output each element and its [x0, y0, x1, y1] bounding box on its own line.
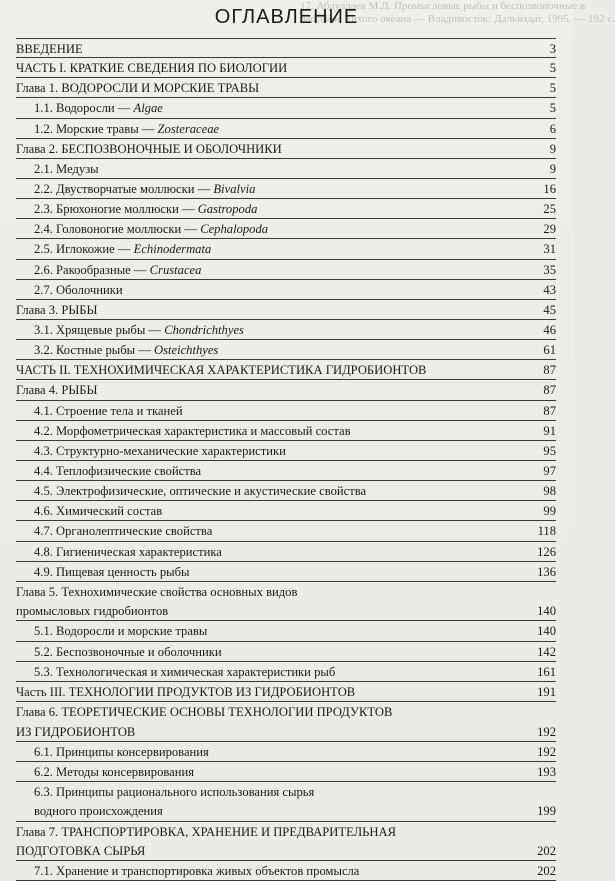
toc-section-entry: [16, 621, 556, 641]
toc-chapter-entry: [16, 58, 556, 78]
toc-entry-label: 4.5. Электрофизические, оптические и акустические свойства: [34, 484, 367, 499]
toc-entry-label: ВВЕДЕНИЕ: [16, 42, 83, 56]
toc-entry-label: 4.3. Структурно-механические характеристики: [34, 443, 286, 458]
toc-entry-latin-name: Chondrichthyes: [164, 322, 244, 337]
toc-page-number: 136: [537, 564, 556, 579]
toc-entry-label: ПОДГОТОВКА СЫРЬЯ: [16, 844, 146, 859]
toc-page-number: 6: [549, 121, 556, 136]
toc-entry-label: 2.2. Двустворчатые моллюски — Bivalvia: [34, 181, 256, 196]
toc-page-number: 46: [543, 322, 556, 337]
toc-section-entry: [16, 642, 556, 662]
toc-entry-label: Глава 2. БЕСПОЗВОНОЧНЫЕ И ОБОЛОЧНИКИ: [16, 141, 282, 156]
toc-entry-label: Глава 3. РЫБЫ: [16, 302, 98, 317]
toc-entry-label: ЧАСТЬ I. КРАТКИЕ СВЕДЕНИЯ ПО БИОЛОГИИ: [16, 61, 288, 76]
toc-entry-label: 6.2. Методы консервирования: [34, 764, 195, 779]
toc-chapter-entry: [16, 722, 556, 742]
table-of-contents: [16, 38, 556, 881]
toc-page-number: 202: [537, 864, 556, 879]
toc-section-entry: [16, 562, 556, 582]
toc-entry-label: ИЗ ГИДРОБИОНТОВ: [16, 724, 136, 739]
toc-entry-label: 1.1. Водоросли — Algae: [34, 101, 163, 116]
toc-page-number: 161: [537, 664, 556, 679]
toc-page-number: 140: [537, 604, 556, 619]
toc-entry-latin-name: Algae: [133, 101, 163, 116]
toc-page-number: 3: [549, 42, 556, 56]
toc-section-entry: [16, 481, 556, 501]
toc-entry-label: 2.5. Иглокожие — Echinodermata: [34, 242, 212, 257]
toc-section-entry: [16, 782, 556, 802]
toc-section-entry: [16, 280, 556, 300]
toc-chapter-entry: [16, 702, 556, 722]
toc-page-number: 87: [543, 363, 556, 378]
toc-section-entry: [16, 199, 556, 219]
toc-page-number: 98: [543, 484, 556, 499]
toc-entry-label: 4.6. Химический состав: [34, 504, 163, 519]
toc-section-entry: [16, 801, 556, 821]
toc-section-entry: [16, 742, 556, 762]
toc-page-number: 118: [537, 524, 556, 539]
toc-page-number: 45: [543, 302, 556, 317]
toc-entry-label: 4.4. Теплофизические свойства: [34, 463, 202, 478]
toc-section-entry: [16, 521, 556, 541]
toc-page-number: 29: [543, 222, 556, 237]
toc-page-number: 140: [537, 624, 556, 639]
show-through-line: 17. Абдуллаев М.Д. Промысловые рыбы и беспозвоночные в: [300, 0, 586, 12]
toc-entry-label: ЧАСТЬ II. ТЕХНОХИМИЧЕСКАЯ ХАРАКТЕРИСТИКА ГИДРОБИОНТОВ: [16, 363, 427, 378]
toc-chapter-entry: [16, 300, 556, 320]
toc-entry-label: 4.9. Пищевая ценность рыбы: [34, 564, 190, 579]
toc-page-number: 192: [537, 724, 556, 739]
toc-entry-label: 6.3. Принципы рационального использования сырья: [34, 784, 315, 799]
toc-chapter-entry: [16, 139, 556, 159]
toc-entry-latin-name: Bivalvia: [213, 181, 256, 196]
toc-section-entry: [16, 320, 556, 340]
toc-section-entry: [16, 98, 556, 118]
toc-chapter-entry: [16, 601, 556, 621]
toc-entry-latin-name: Osteichthyes: [153, 343, 219, 358]
toc-entry-latin-name: Zosteraceae: [157, 121, 220, 136]
toc-section-entry: [16, 260, 556, 280]
toc-chapter-entry: [16, 582, 556, 602]
toc-entry-label: 2.1. Медузы: [34, 161, 99, 176]
toc-entry-latin-name: Gastropoda: [197, 202, 258, 217]
toc-page-number: 142: [537, 644, 556, 659]
toc-section-entry: [16, 461, 556, 481]
toc-entry-latin-name: Crustacea: [149, 262, 202, 277]
toc-page-number: 95: [543, 443, 556, 458]
toc-page-number: 43: [543, 282, 556, 297]
toc-section-entry: [16, 219, 556, 239]
toc-entry-label: 4.2. Морфометрическая характеристика и массовый состав: [34, 423, 351, 438]
toc-entry-label: 2.4. Головоногие моллюски — Cephalopoda: [34, 222, 269, 237]
toc-entry-label: 5.3. Технологическая и химическая характеристики рыб: [34, 664, 336, 679]
toc-entry-label: 4.7. Органолептические свойства: [34, 524, 213, 539]
toc-entry-label: 3.2. Костные рыбы — Osteichthyes: [34, 343, 219, 358]
toc-chapter-entry: [16, 360, 556, 380]
toc-entry-label: водного происхождения: [34, 804, 163, 819]
toc-entry-label: 2.7. Оболочники: [34, 282, 123, 297]
toc-page-number: 25: [543, 202, 556, 217]
toc-chapter-entry: [16, 38, 556, 58]
toc-entry-label: 2.6. Ракообразные — Crustacea: [34, 262, 202, 277]
toc-entry-label: 7.1. Хранение и транспортировка живых объектов промысла: [34, 864, 360, 879]
toc-page-number: 191: [537, 684, 556, 699]
toc-entry-label: Глава 6. ТЕОРЕТИЧЕСКИЕ ОСНОВЫ ТЕХНОЛОГИИ ПРОДУКТОВ: [16, 705, 393, 719]
toc-page-number: 5: [549, 61, 556, 76]
toc-page-number: 202: [537, 844, 556, 859]
toc-page-number: 99: [543, 504, 556, 519]
toc-page-number: 126: [537, 544, 556, 559]
toc-section-entry: [16, 501, 556, 521]
toc-entry-label: 1.2. Морские травы — Zosteraceae: [34, 121, 220, 136]
toc-entry-label: 2.3. Брюхоногие моллюски — Gastropoda: [34, 202, 258, 217]
toc-page-number: 91: [543, 423, 556, 438]
toc-section-entry: [16, 159, 556, 179]
toc-chapter-entry: [16, 682, 556, 702]
toc-chapter-entry: [16, 380, 556, 400]
toc-entry-label: промысловых гидробионтов: [16, 604, 169, 619]
toc-page-number: 97: [543, 463, 556, 478]
toc-entry-label: 5.2. Беспозвоночные и оболочники: [34, 644, 222, 659]
toc-section-entry: [16, 762, 556, 782]
toc-page-number: 35: [543, 262, 556, 277]
toc-section-entry: [16, 179, 556, 199]
toc-page-number: 87: [543, 403, 556, 418]
toc-page-number: 9: [549, 161, 556, 176]
toc-section-entry: [16, 861, 556, 881]
toc-section-entry: [16, 239, 556, 259]
toc-section-entry: [16, 441, 556, 461]
toc-section-entry: [16, 421, 556, 441]
toc-entry-label: 6.1. Принципы консервирования: [34, 744, 209, 759]
toc-page-number: 192: [537, 744, 556, 759]
toc-section-entry: [16, 119, 556, 139]
toc-entry-latin-name: Echinodermata: [133, 242, 212, 257]
page-title: ОГЛАВЛЕНИЕ: [214, 6, 359, 28]
show-through-line: бассейне Тихого океана — Владивосток: Дальиздат, 1995. — 192 с.: [300, 13, 615, 25]
toc-page-number: 5: [549, 81, 556, 96]
toc-entry-label: Глава 1. ВОДОРОСЛИ И МОРСКИЕ ТРАВЫ: [16, 81, 260, 96]
toc-page-number: 5: [549, 101, 556, 116]
toc-chapter-entry: [16, 841, 556, 861]
toc-page-number: 193: [537, 764, 556, 779]
toc-entry-label: Глава 4. РЫБЫ: [16, 383, 98, 398]
toc-chapter-entry: [16, 78, 556, 98]
toc-page-number: 9: [549, 141, 556, 156]
toc-page-number: 31: [543, 242, 556, 257]
toc-entry-label: Глава 5. Технохимические свойства основных видов: [16, 584, 298, 599]
toc-entry-label: 4.1. Строение тела и тканей: [34, 403, 183, 418]
toc-page-number: 199: [537, 804, 556, 819]
toc-section-entry: [16, 401, 556, 421]
toc-entry-latin-name: Cephalopoda: [200, 222, 269, 237]
toc-section-entry: [16, 662, 556, 682]
toc-page-number: 16: [543, 181, 556, 196]
toc-entry-label: Часть III. ТЕХНОЛОГИИ ПРОДУКТОВ ИЗ ГИДРОБИОНТОВ: [16, 684, 356, 699]
toc-entry-label: 5.1. Водоросли и морские травы: [34, 624, 208, 639]
toc-entry-label: 4.8. Гигиеническая характеристика: [34, 544, 222, 559]
toc-entry-label: Глава 7. ТРАНСПОРТИРОВКА, ХРАНЕНИЕ И ПРЕДВАРИТЕЛЬНАЯ: [16, 824, 396, 839]
toc-entry-label: 3.1. Хрящевые рыбы — Chondrichthyes: [34, 322, 244, 337]
toc-page-number: 61: [543, 343, 556, 358]
toc-page-number: 87: [543, 383, 556, 398]
toc-section-entry: [16, 340, 556, 360]
toc-chapter-entry: [16, 822, 556, 842]
toc-section-entry: [16, 542, 556, 562]
